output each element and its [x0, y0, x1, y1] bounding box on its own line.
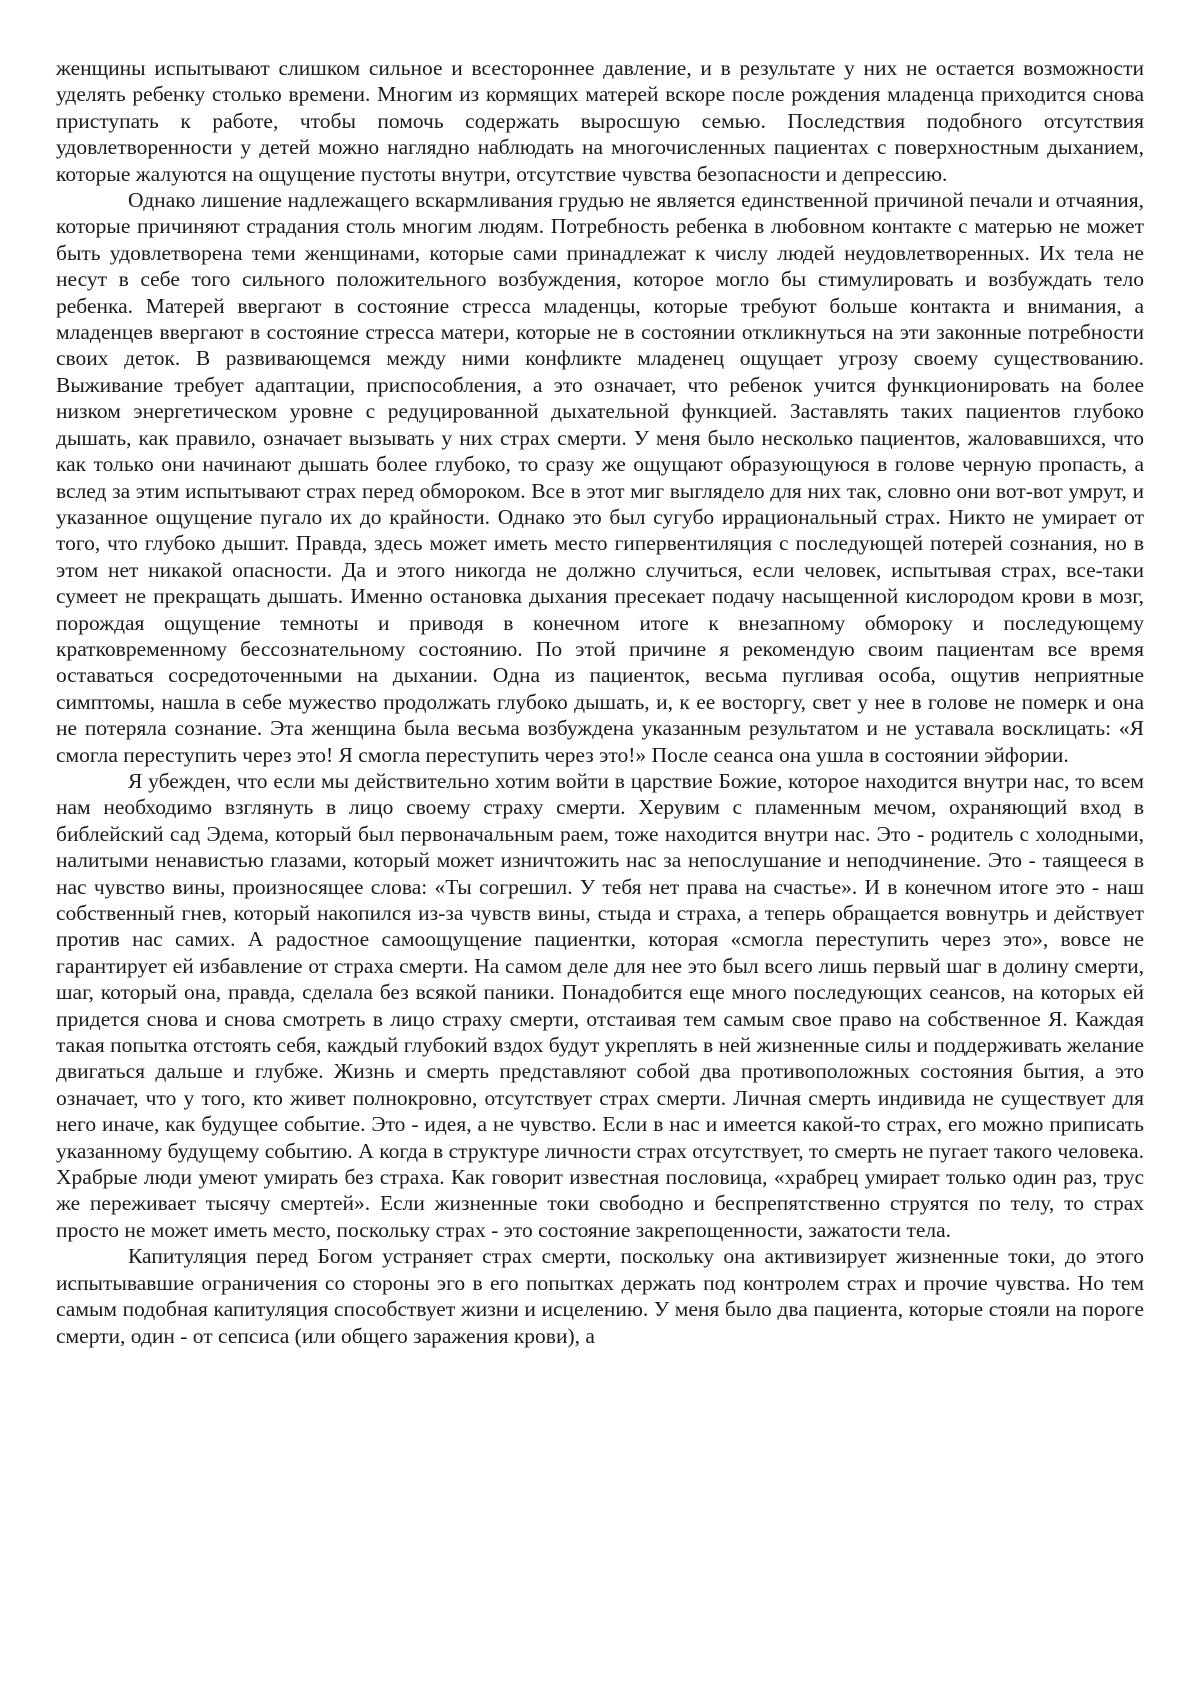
paragraph: Однако лишение надлежащего вскармливания грудью не является единственной причиной печали и отчаяния, которые причиняют страдания столь многим людям. Потребность ребенка в любовном контакте с матерью не может быть удовлетворена теми женщинами, которые сами принадлежат к числу людей неудовлетворенных. Их тела не несут в себе того сильного положительного возбуждения, которое могло бы стимулировать и возбуждать тело ребенка. Матерей ввергают в состояние стресса младенцы, которые требуют больше контакта и внимания, а младенцев ввергают в состояние стресса матери, которые не в состоянии откликнуться на эти законные потребности своих деток. В развивающемся между ними конфликте младенец ощущает угрозу своему существованию. Выживание требует адаптации, приспособления, а это означает, что ребенок учится функционировать на более низком энергетическом уровне с редуцированной дыхательной функцией. Заставлять таких пациентов глубоко дышать, как правило, означает вызывать у них страх смерти. У меня было несколько пациентов, жаловавшихся, что как только они начинают дышать более глубоко, то сразу же ощущают образующуюся в голове черную пропасть, а вслед за этим испытывают страх перед обмороком. Все в этот миг выглядело для них так, словно они вот-вот умрут, и указанное ощущение пугало их до крайности. Однако это был сугубо иррациональный страх. Никто не умирает от того, что глубоко дышит. Правда, здесь может иметь место гипервентиляция с последующей потерей сознания, но в этом нет никакой опасности. Да и этого никогда не должно случиться, если человек, испытывая страх, все-таки сумеет не прекращать дышать. Именно остановка дыхания пресекает подачу насыщенной кислородом крови в мозг, порождая ощущение темноты и приводя в конечном итоге к внезапному обмороку и последующему кратковременному бессознательному состоянию. По этой причине я рекомендую своим пациентам все время оставаться сосредоточенными на дыхании. Одна из пациенток, весьма пугливая особа, ощутив неприятные симптомы, нашла в себе мужество продолжать глубоко дышать, и, к ее восторгу, свет у нее в голове не померк и она не потеряла сознание. Эта женщина была весьма возбуждена указанным результатом и не уставала восклицать: «Я смогла переступить через это! Я смогла переступить через это!» После сеанса она ушла в состоянии эйфории. [56, 188, 1144, 767]
paragraph: Я убежден, что если мы действительно хотим войти в царствие Божие, которое находится внутри нас, то всем нам необходимо взглянуть в лицо своему страху смерти. Херувим с пламенным мечом, охраняющий вход в библейский сад Эдема, который был первоначальным раем, тоже находится внутри нас. Это - родитель с холодными, налитыми ненавистью глазами, который может изничтожить нас за непослушание и неподчинение. Это - таящееся в нас чувство вины, произносящее слова: «Ты согрешил. У тебя нет права на счастье». И в конечном итоге это - наш собственный гнев, который накопился из-за чувств вины, стыда и страха, а теперь обращается вовнутрь и действует против нас самих. А радостное самоощущение пациентки, которая «смогла переступить через это», вовсе не гарантирует ей избавление от страха смерти. На самом деле для нее это был всего лишь первый шаг в долину смерти, шаг, который она, правда, сделала без всякой паники. Понадобится еще много последующих сеансов, на которых ей придется снова и снова смотреть в лицо страху смерти, отстаивая тем самым свое право на собственное Я. Каждая такая попытка отстоять себя, каждый глубокий вздох будут укреплять в ней жизненные силы и поддерживать желание двигаться дальше и глубже. Жизнь и смерть представляют собой два противоположных состояния бытия, а это означает, что у того, кто живет полнокровно, отсутствует страх смерти. Личная смерть индивида не существует для него иначе, как будущее событие. Это - идея, а не чувство. Если в нас и имеется какой-то страх, его можно приписать указанному будущему событию. А когда в структуре личности страх отсутствует, то смерть не пугает такого человека. Храбрые люди умеют умирать без страха. Как говорит известная пословица, «храбрец умирает только один раз, трус же переживает тысячу смертей». Если жизненные токи свободно и беспрепятственно струятся по телу, то страх просто не может иметь место, поскольку страх - это состояние закрепощенности, зажатости тела. [56, 768, 1144, 1242]
paragraph: женщины испытывают слишком сильное и всестороннее давление, и в результате у них не остается возможности уделять ребенку столько времени. Многим из кормящих матерей вскоре после рождения младенца приходится снова приступать к работе, чтобы помочь содержать выросшую семью. Последствия подобного отсутствия удовлетворенности у детей можно наглядно наблюдать на многочисленных пациентах с поверхностным дыханием, которые жалуются на ощущение пустоты внутри, отсутствие чувства безопасности и депрессию. [56, 56, 1144, 186]
paragraph: Капитуляция перед Богом устраняет страх смерти, поскольку она активизирует жизненные токи, до этого испытывавшие ограничения со стороны эго в его попытках держать под контролем страх и прочие чувства. Но тем самым подобная капитуляция способствует жизни и исцелению. У меня было два пациента, которые стояли на пороге смерти, один - от сепсиса (или общего заражения крови), а [56, 1244, 1144, 1348]
